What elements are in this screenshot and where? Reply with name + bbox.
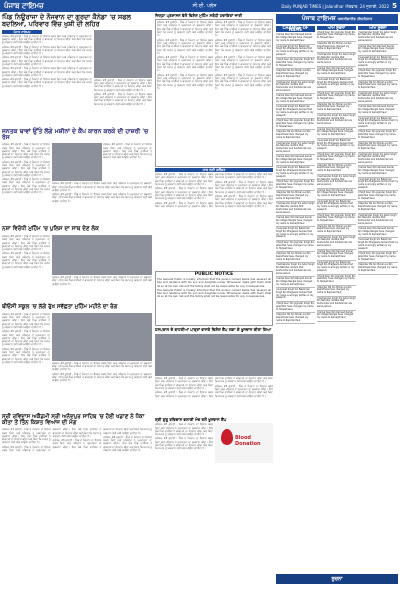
newspaper-title: ਪੰਜਾਬ ਟਾਇਮਜ਼ bbox=[4, 1, 44, 10]
blood-drop-icon bbox=[221, 429, 233, 445]
blood-donation-graphic bbox=[215, 423, 273, 463]
category-notice-1: ਆਮ ਸੂਚਨਾ bbox=[317, 26, 356, 30]
category-change-of-name: CHANGE OF NAME bbox=[276, 26, 315, 32]
news-photo-3 bbox=[52, 235, 152, 275]
news-photo-5 bbox=[155, 334, 273, 376]
public-notice-text: The General Public is hereby informed that the person named below has severed all ties and relations with his son and daughter-in-law. Whosoever deals with them shall do so at his own risk and the family shall not be responsible for any consequences. The General Public is hereby informed that the person named below has severed all ties and relations with his son and daughter-in-law. Whosoever deals with them shall do so at his own risk and the family shall not be responsible for any consequences. bbox=[157, 277, 271, 299]
headline-1: ਪਿੰਡ ਨਿਊਰਾਜਾ ਦੇ ਨੌਜਵਾਨ ਦਾ ਗੁਰਦਾ ਕੈਨੇਡਾ 'ਚ ਸਫਲ ਬਦਲਿਆ, ਪਰਿਵਾਰ ਵਿੱਚ ਖੁਸ਼ੀ ਦੀ ਲਹਿਰ bbox=[2, 13, 131, 28]
story-body-8: ਜਲੰਧਰ, 23 ਜੁਲਾਈ : ਪਿੰਡ ਦੇ ਨੌਜਵਾਨ ਦਾ ਇਲਾਜ ਸਫਲ ਰਿਹਾ ਅਤੇ ਪਰਿਵਾਰ ਨੇ ਪ੍ਰਮਾਤਮਾ ਦਾ ਸ਼ੁਕਰਾਨਾ ਕੀਤਾ। ਇਸ ਮੌਕੇ ਪਿੰਡ ਵਾਸੀਆਂ ਨੇ ਡਾਕਟਰਾਂ ਦਾ ਧੰਨਵਾਦ ਕੀਤਾ ਅਤੇ ਕਿਹਾ ਕਿ ਸਮਾਜ ਨੂੰ ਅੰਗਦਾਨ ਲਈ ਅੱਗੇ ਆਉਣਾ ਚਾਹੀਦਾ ਹੈ। ਜਲੰਧਰ, 23 ਜੁਲਾਈ : ਪਿੰਡ ਦੇ ਨੌਜਵਾਨ ਦਾ ਇਲਾਜ ਸਫਲ ਰਿਹਾ ਅਤੇ ਪਰਿਵਾਰ ਨੇ ਪ੍ਰਮਾਤਮਾ ਦਾ ਸ਼ੁਕਰਾਨਾ ਕੀਤਾ। ਇਸ ਮੌਕੇ ਪਿੰਡ ਵਾਸੀਆਂ ਨੇ ਡਾਕਟਰਾਂ ਦਾ ਧੰਨਵਾਦ ਕੀਤਾ ਅਤੇ ਕਿਹਾ ਕਿ ਸਮਾਜ ਨੂੰ ਅੰਗਦਾਨ ਲਈ ਅੱਗੇ ਆਉਣਾ ਚਾਹੀਦਾ ਹੈ। ਜਲੰਧਰ, 23 ਜੁਲਾਈ : ਪਿੰਡ ਦੇ ਨੌਜਵਾਨ ਦਾ ਇਲਾਜ ਸਫਲ ਰਿਹਾ ਅਤੇ ਪਰਿਵਾਰ ਨੇ ਪ੍ਰਮਾਤਮਾ ਦਾ ਸ਼ੁਕਰਾਨਾ ਕੀਤਾ। ਇਸ ਮੌਕੇ ਪਿੰਡ ਵਾਸੀਆਂ ਨੇ ਡਾਕਟਰਾਂ ਦਾ ਧੰਨਵਾਦ ਕੀਤਾ ਅਤੇ ਕਿਹਾ ਕਿ ਸਮਾਜ ਨੂੰ ਅੰਗਦਾਨ ਲਈ ਅੱਗੇ ਆਉਣਾ ਚਾਹੀਦਾ ਹੈ। bbox=[2, 312, 50, 364]
classified-col-2: ਆਮ ਸੂਚਨਾ I Harjit Kaur D/o Joginder Singh R/o Jalandhar have changed my name to Harjeet Kaur. I Rajinder Pal S/o Mohan Lal R/o Kapurthala have changed my name to Rajinder Paul. I Sukhwinder Singh S/o Avtar Singh R/o Nakodar declare that Sukhvinder and Sukhwinder are same person. I Kamal Devi W/o Ramesh Kumar R/o Village Nangal have changed my name to Kamaljit Kaur. I Gurpreet Singh S/o Balwinder Singh R/o Phagwara declare that my name is wrongly written in my passport. I Harjit Kaur D/o Joginder Singh R/o Jalandhar have changed my name to Harjeet Kaur. I Rajinder Pal S/o Mohan Lal R/o Kapurthala have changed my name to Rajinder Paul. I Sukhwinder Singh S/o Avtar Singh R/o Nakodar declare that Sukhvinder and Sukhwinder are same person. I Kamal Devi W/o Ramesh Kumar R/o Village Nangal have changed my name to Kamaljit Kaur. I Gurpreet Singh S/o Balwinder Singh R/o Phagwara declare that my name is wrongly written in my passport. I Harjit Kaur D/o Joginder Singh R/o Jalandhar have changed my name to Harjeet Kaur. I Rajinder Pal S/o Mohan Lal R/o Kapurthala have changed my name to Rajinder Paul. I Sukhwinder Singh S/o Avtar Singh R/o Nakodar declare that Sukhvinder and Sukhwinder are same person. I Kamal Devi W/o Ramesh Kumar R/o Village Nangal have changed my name to Kamaljit Kaur. I Gurpreet Singh S/o Balwinder Singh R/o Phagwara declare that my name is wrongly written in my passport. I Harjit Kaur D/o Joginder Singh R/o Jalandhar have changed my name to Harjeet Kaur. I Rajinder Pal S/o Mohan Lal R/o Kapurthala have changed my name to Rajinder Paul. I Sukhwinder Singh S/o Avtar Singh R/o Nakodar declare that Sukhvinder and Sukhwinder are same person. I Kamal Devi W/o Ramesh Kumar R/o Village Nangal have changed my name to Kamaljit Kaur. I Gurpreet Singh S/o Balwinder Singh R/o Phagwara declare that my name is wrongly written in my passport. I Harjit Kaur D/o Joginder Singh R/o Jalandhar have changed my name to Harjeet Kaur. I Rajinder Pal S/o Mohan Lal R/o Kapurthala have changed my name to Rajinder Paul. I Sukhwinder Singh S/o Avtar Singh R/o Nakodar declare that Sukhvinder and Sukhwinder are same person. I Kamal Devi W/o Ramesh Kumar R/o Village Nangal have changed my name to Kamaljit Kaur. bbox=[317, 25, 356, 324]
news-photo-1 bbox=[94, 30, 152, 78]
header-center: ਸੀ.ਈ. ਪਲੱਸ bbox=[192, 3, 217, 9]
middle-band: ਜਾਬ ਲਈ ਗਲੈਂਡਰ bbox=[155, 168, 273, 172]
page-number: 5 bbox=[392, 2, 397, 10]
story-body-2: ਜਲੰਧਰ, 23 ਜੁਲਾਈ : ਪਿੰਡ ਦੇ ਨੌਜਵਾਨ ਦਾ ਇਲਾਜ ਸਫਲ ਰਿਹਾ ਅਤੇ ਪਰਿਵਾਰ ਨੇ ਪ੍ਰਮਾਤਮਾ ਦਾ ਸ਼ੁਕਰਾਨਾ ਕੀਤਾ। ਇਸ ਮੌਕੇ ਪਿੰਡ ਵਾਸੀਆਂ ਨੇ ਡਾਕਟਰਾਂ ਦਾ ਧੰਨਵਾਦ ਕੀਤਾ ਅਤੇ ਕਿਹਾ ਕਿ ਸਮਾਜ ਨੂੰ ਅੰਗਦਾਨ ਲਈ ਅੱਗੇ ਆਉਣਾ ਚਾਹੀਦਾ ਹੈ। ਜਲੰਧਰ, 23 ਜੁਲਾਈ : ਪਿੰਡ ਦੇ ਨੌਜਵਾਨ ਦਾ ਇਲਾਜ ਸਫਲ ਰਿਹਾ ਅਤੇ ਪਰਿਵਾਰ ਨੇ ਪ੍ਰਮਾਤਮਾ ਦਾ ਸ਼ੁਕਰਾਨਾ ਕੀਤਾ। ਇਸ ਮੌਕੇ ਪਿੰਡ ਵਾਸੀਆਂ ਨੇ ਡਾਕਟਰਾਂ ਦਾ ਧੰਨਵਾਦ ਕੀਤਾ ਅਤੇ ਕਿਹਾ ਕਿ ਸਮਾਜ ਨੂੰ ਅੰਗਦਾਨ ਲਈ ਅੱਗੇ ਆਉਣਾ ਚਾਹੀਦਾ ਹੈ। bbox=[94, 78, 152, 106]
story-body-5: ਜਲੰਧਰ, 23 ਜੁਲਾਈ : ਪਿੰਡ ਦੇ ਨੌਜਵਾਨ ਦਾ ਇਲਾਜ ਸਫਲ ਰਿਹਾ ਅਤੇ ਪਰਿਵਾਰ ਨੇ ਪ੍ਰਮਾਤਮਾ ਦਾ ਸ਼ੁਕਰਾਨਾ ਕੀਤਾ। ਇਸ ਮੌਕੇ ਪਿੰਡ ਵਾਸੀਆਂ ਨੇ ਡਾਕਟਰਾਂ ਦਾ ਧੰਨਵਾਦ ਕੀਤਾ ਅਤੇ ਕਿਹਾ ਕਿ ਸਮਾਜ ਨੂੰ ਅੰਗਦਾਨ ਲਈ ਅੱਗੇ ਆਉਣਾ ਚਾਹੀਦਾ ਹੈ। ਜਲੰਧਰ, 23 ਜੁਲਾਈ : ਪਿੰਡ ਦੇ ਨੌਜਵਾਨ ਦਾ ਇਲਾਜ ਸਫਲ ਰਿਹਾ ਅਤੇ ਪਰਿਵਾਰ ਨੇ ਪ੍ਰਮਾਤਮਾ ਦਾ ਸ਼ੁਕਰਾਨਾ ਕੀਤਾ। ਇਸ ਮੌਕੇ ਪਿੰਡ ਵਾਸੀਆਂ ਨੇ ਡਾਕਟਰਾਂ ਦਾ ਧੰਨਵਾਦ ਕੀਤਾ ਅਤੇ ਕਿਹਾ ਕਿ ਸਮਾਜ ਨੂੰ ਅੰਗਦਾਨ ਲਈ ਅੱਗੇ ਆਉਣਾ ਚਾਹੀਦਾ ਹੈ। bbox=[52, 182, 152, 203]
story-body-6: ਜਲੰਧਰ, 23 ਜੁਲਾਈ : ਪਿੰਡ ਦੇ ਨੌਜਵਾਨ ਦਾ ਇਲਾਜ ਸਫਲ ਰਿਹਾ ਅਤੇ ਪਰਿਵਾਰ ਨੇ ਪ੍ਰਮਾਤਮਾ ਦਾ ਸ਼ੁਕਰਾਨਾ ਕੀਤਾ। ਇਸ ਮੌਕੇ ਪਿੰਡ ਵਾਸੀਆਂ ਨੇ ਡਾਕਟਰਾਂ ਦਾ ਧੰਨਵਾਦ ਕੀਤਾ ਅਤੇ ਕਿਹਾ ਕਿ ਸਮਾਜ ਨੂੰ ਅੰਗਦਾਨ ਲਈ ਅੱਗੇ ਆਉਣਾ ਚਾਹੀਦਾ ਹੈ। ਜਲੰਧਰ, 23 ਜੁਲਾਈ : ਪਿੰਡ ਦੇ ਨੌਜਵਾਨ ਦਾ ਇਲਾਜ ਸਫਲ ਰਿਹਾ ਅਤੇ ਪਰਿਵਾਰ ਨੇ ਪ੍ਰਮਾਤਮਾ ਦਾ ਸ਼ੁਕਰਾਨਾ ਕੀਤਾ। ਇਸ ਮੌਕੇ ਪਿੰਡ ਵਾਸੀਆਂ ਨੇ ਡਾਕਟਰਾਂ ਦਾ ਧੰਨਵਾਦ ਕੀਤਾ ਅਤੇ ਕਿਹਾ ਕਿ ਸਮਾਜ ਨੂੰ ਅੰਗਦਾਨ ਲਈ ਅੱਗੇ ਆਉਣਾ ਚਾਹੀਦਾ ਹੈ। bbox=[2, 234, 50, 269]
author-tag: ਪੰਜਾਬ ਟਾਇਮਜ਼ bbox=[2, 30, 42, 34]
public-notice-title: PUBLIC NOTICE bbox=[194, 272, 234, 278]
story-body-3: ਜਲੰਧਰ, 23 ਜੁਲਾਈ : ਪਿੰਡ ਦੇ ਨੌਜਵਾਨ ਦਾ ਇਲਾਜ ਸਫਲ ਰਿਹਾ ਅਤੇ ਪਰਿਵਾਰ ਨੇ ਪ੍ਰਮਾਤਮਾ ਦਾ ਸ਼ੁਕਰਾਨਾ ਕੀਤਾ। ਇਸ ਮੌਕੇ ਪਿੰਡ ਵਾਸੀਆਂ ਨੇ ਡਾਕਟਰਾਂ ਦਾ ਧੰਨਵਾਦ ਕੀਤਾ ਅਤੇ ਕਿਹਾ ਕਿ ਸਮਾਜ ਨੂੰ ਅੰਗਦਾਨ ਲਈ ਅੱਗੇ ਆਉਣਾ ਚਾਹੀਦਾ ਹੈ। ਜਲੰਧਰ, 23 ਜੁਲਾਈ : ਪਿੰਡ ਦੇ ਨੌਜਵਾਨ ਦਾ ਇਲਾਜ ਸਫਲ ਰਿਹਾ ਅਤੇ ਪਰਿਵਾਰ ਨੇ ਪ੍ਰਮਾਤਮਾ ਦਾ ਸ਼ੁਕਰਾਨਾ ਕੀਤਾ। ਇਸ ਮੌਕੇ ਪਿੰਡ ਵਾਸੀਆਂ ਨੇ ਡਾਕਟਰਾਂ ਦਾ ਧੰਨਵਾਦ ਕੀਤਾ ਅਤੇ ਕਿਹਾ ਕਿ ਸਮਾਜ ਨੂੰ ਅੰਗਦਾਨ ਲਈ ਅੱਗੇ ਆਉਣਾ ਚਾਹੀਦਾ ਹੈ। ਜਲੰਧਰ, 23 ਜੁਲਾਈ : ਪਿੰਡ ਦੇ ਨੌਜਵਾਨ ਦਾ ਇਲਾਜ ਸਫਲ ਰਿਹਾ ਅਤੇ ਪਰਿਵਾਰ ਨੇ ਪ੍ਰਮਾਤਮਾ ਦਾ ਸ਼ੁਕਰਾਨਾ ਕੀਤਾ। ਇਸ ਮੌਕੇ ਪਿੰਡ ਵਾਸੀਆਂ ਨੇ ਡਾਕਟਰਾਂ ਦਾ ਧੰਨਵਾਦ ਕੀਤਾ ਅਤੇ ਕਿਹਾ ਕਿ ਸਮਾਜ ਨੂੰ ਅੰਗਦਾਨ ਲਈ ਅੱਗੇ ਆਉਣਾ ਚਾਹੀਦਾ ਹੈ। bbox=[2, 143, 50, 195]
middle-bottom-head: ਹਸਪਤਾਲ ਦੇ ਬਾਹਰੀਆਂ ਪਾਤ੍ਰਾਂ ਵਾਸਤੇ ਵਿਸ਼ੇਸ਼ ਕੈਂਪ ਲਗਾ ਕੇ ਖੂਨਦਾਨ ਕੀਤਾ ਗਿਆ bbox=[155, 326, 272, 332]
story-body-4: ਜਲੰਧਰ, 23 ਜੁਲਾਈ : ਪਿੰਡ ਦੇ ਨੌਜਵਾਨ ਦਾ ਇਲਾਜ ਸਫਲ ਰਿਹਾ ਅਤੇ ਪਰਿਵਾਰ ਨੇ ਪ੍ਰਮਾਤਮਾ ਦਾ ਸ਼ੁਕਰਾਨਾ ਕੀਤਾ। ਇਸ ਮੌਕੇ ਪਿੰਡ ਵਾਸੀਆਂ ਨੇ ਡਾਕਟਰਾਂ ਦਾ ਧੰਨਵਾਦ ਕੀਤਾ ਅਤੇ ਕਿਹਾ ਕਿ ਸਮਾਜ ਨੂੰ ਅੰਗਦਾਨ ਲਈ ਅੱਗੇ ਆਉਣਾ ਚਾਹੀਦਾ ਹੈ। bbox=[103, 143, 152, 160]
news-photo-4 bbox=[52, 313, 152, 361]
headline-4: ਬੀਓਸੀ ਸਕੂਲ 'ਚ ਲੱਗੇ ਰੁੱਖ ਸਵੱਛਤਾ ਮੁਹਿੰਮ ਮਹੀਨੇ ਦਾ ਰੰਗ bbox=[2, 303, 118, 310]
middle-section bbox=[155, 14, 273, 463]
page-header bbox=[0, 0, 400, 12]
news-photo-2 bbox=[52, 143, 102, 181]
classified-masthead: ਪੰਜਾਬ ਟਾਇਮਜ਼ ਕਲਾਸੀਫਾਈਡ /ਇਸ਼ਤਿਹਾਰ bbox=[276, 14, 398, 24]
blood-donation-text: Blood Donation bbox=[235, 435, 261, 448]
middle-top-head: ਜ਼ਿਲ੍ਹਾ ਪ੍ਰਸ਼ਾਸਨ ਵੱਲੋਂ ਵਿਸ਼ੇਸ਼ ਮੁਹਿੰਮ ਸਬੰਧੀ ਹਦਾਇਤਾਂ ਜਾਰੀ bbox=[155, 13, 243, 18]
headline-5: ਸ੍ਰੀ ਰਵਿਦਾਸ ਅਕੈਡਮੀ ਸ੍ਰੀ ਅਨੰਦਪੁਰ ਸਾਹਿਬ 'ਚ ਹੋਈ ਖਡਾਣ ਨੇ ਧੋਕਾ ਕੀਤਾ ਤੋਂ ਤਿੰਨ ਕਿਸ਼ਤ ਵਿਆਜ ਦੀ ਮੰਗ bbox=[2, 413, 145, 426]
classified-col-3: ਆਮ ਸੂਚਨਾ I Sukhwinder Singh S/o Avtar Singh R/o Nakodar declare that Sukhvinder and Sukhwinder are same person. I Kamal Devi W/o Ramesh Kumar R/o Village Nangal have changed my name to Kamaljit Kaur. I Gurpreet Singh S/o Balwinder Singh R/o Phagwara declare that my name is wrongly written in my passport. I Harjit Kaur D/o Joginder Singh R/o Jalandhar have changed my name to Harjeet Kaur. I Rajinder Pal S/o Mohan Lal R/o Kapurthala have changed my name to Rajinder Paul. I Sukhwinder Singh S/o Avtar Singh R/o Nakodar declare that Sukhvinder and Sukhwinder are same person. I Kamal Devi W/o Ramesh Kumar R/o Village Nangal have changed my name to Kamaljit Kaur. I Gurpreet Singh S/o Balwinder Singh R/o Phagwara declare that my name is wrongly written in my passport. I Harjit Kaur D/o Joginder Singh R/o Jalandhar have changed my name to Harjeet Kaur. I Rajinder Pal S/o Mohan Lal R/o Kapurthala have changed my name to Rajinder Paul. I Sukhwinder Singh S/o Avtar Singh R/o Nakodar declare that Sukhvinder and Sukhwinder are same person. I Kamal Devi W/o Ramesh Kumar R/o Village Nangal have changed my name to Kamaljit Kaur. I Gurpreet Singh S/o Balwinder Singh R/o Phagwara declare that my name is wrongly written in my passport. I Harjit Kaur D/o Joginder Singh R/o Jalandhar have changed my name to Harjeet Kaur. I Rajinder Pal S/o Mohan Lal R/o Kapurthala have changed my name to Rajinder Paul. I Sukhwinder Singh S/o Avtar Singh R/o Nakodar declare that Sukhvinder and Sukhwinder are same person. I Kamal Devi W/o Ramesh Kumar R/o Village Nangal have changed my name to Kamaljit Kaur. I Gurpreet Singh S/o Balwinder Singh R/o Phagwara declare that my name is wrongly written in my passport. I Harjit Kaur D/o Joginder Singh R/o Jalandhar have changed my name to Harjeet Kaur. I Rajinder Pal S/o Mohan Lal R/o Kapurthala have changed my name to Rajinder Paul. bbox=[358, 25, 398, 324]
classified-col-1: CHANGE OF NAME I Kamal Devi W/o Ramesh Kumar R/o Village Nangal have changed my name to Kamaljit Kaur. I Gurpreet Singh S/o Balwinder Singh R/o Phagwara declare that my name is wrongly written in my passport. I Harjit Kaur D/o Joginder Singh R/o Jalandhar have changed my name to Harjeet Kaur. I Rajinder Pal S/o Mohan Lal R/o Kapurthala have changed my name to Rajinder Paul. I Sukhwinder Singh S/o Avtar Singh R/o Nakodar declare that Sukhvinder and Sukhwinder are same person. I Kamal Devi W/o Ramesh Kumar R/o Village Nangal have changed my name to Kamaljit Kaur. I Gurpreet Singh S/o Balwinder Singh R/o Phagwara declare that my name is wrongly written in my passport. I Harjit Kaur D/o Joginder Singh R/o Jalandhar have changed my name to Harjeet Kaur. I Rajinder Pal S/o Mohan Lal R/o Kapurthala have changed my name to Rajinder Paul. I Sukhwinder Singh S/o Avtar Singh R/o Nakodar declare that Sukhvinder and Sukhwinder are same person. I Kamal Devi W/o Ramesh Kumar R/o Village Nangal have changed my name to Kamaljit Kaur. I Gurpreet Singh S/o Balwinder Singh R/o Phagwara declare that my name is wrongly written in my passport. I Harjit Kaur D/o Joginder Singh R/o Jalandhar have changed my name to Harjeet Kaur. I Rajinder Pal S/o Mohan Lal R/o Kapurthala have changed my name to Rajinder Paul. I Sukhwinder Singh S/o Avtar Singh R/o Nakodar declare that Sukhvinder and Sukhwinder are same person. I Kamal Devi W/o Ramesh Kumar R/o Village Nangal have changed my name to Kamaljit Kaur. I Gurpreet Singh S/o Balwinder Singh R/o Phagwara declare that my name is wrongly written in my passport. I Harjit Kaur D/o Joginder Singh R/o Jalandhar have changed my name to Harjeet Kaur. I Rajinder Pal S/o Mohan Lal R/o Kapurthala have changed my name to Rajinder Paul. I Sukhwinder Singh S/o Avtar Singh R/o Nakodar declare that Sukhvinder and Sukhwinder are same person. I Kamal Devi W/o Ramesh Kumar R/o Village Nangal have changed my name to Kamaljit Kaur. I Gurpreet Singh S/o Balwinder Singh R/o Phagwara declare that my name is wrongly written in my passport. I Harjit Kaur D/o Joginder Singh R/o Jalandhar have changed my name to Harjeet Kaur. I Rajinder Pal S/o Mohan Lal R/o Kapurthala have changed my name to Rajinder Paul. bbox=[276, 25, 315, 324]
middle-story-1: ਜਲੰਧਰ, 23 ਜੁਲਾਈ : ਪਿੰਡ ਦੇ ਨੌਜਵਾਨ ਦਾ ਇਲਾਜ ਸਫਲ ਰਿਹਾ ਅਤੇ ਪਰਿਵਾਰ ਨੇ ਪ੍ਰਮਾਤਮਾ ਦਾ ਸ਼ੁਕਰਾਨਾ ਕੀਤਾ। ਇਸ ਮੌਕੇ ਪਿੰਡ ਵਾਸੀਆਂ ਨੇ ਡਾਕਟਰਾਂ ਦਾ ਧੰਨਵਾਦ ਕੀਤਾ ਅਤੇ ਕਿਹਾ ਕਿ ਸਮਾਜ ਨੂੰ ਅੰਗਦਾਨ ਲਈ ਅੱਗੇ ਆਉਣਾ ਚਾਹੀਦਾ ਹੈ। ਜਲੰਧਰ, 23 ਜੁਲਾਈ : ਪਿੰਡ ਦੇ ਨੌਜਵਾਨ ਦਾ ਇਲਾਜ ਸਫਲ ਰਿਹਾ ਅਤੇ ਪਰਿਵਾਰ ਨੇ ਪ੍ਰਮਾਤਮਾ ਦਾ ਸ਼ੁਕਰਾਨਾ ਕੀਤਾ। ਇਸ ਮੌਕੇ ਪਿੰਡ ਵਾਸੀਆਂ ਨੇ ਡਾਕਟਰਾਂ ਦਾ ਧੰਨਵਾਦ ਕੀਤਾ ਅਤੇ ਕਿਹਾ ਕਿ ਸਮਾਜ ਨੂੰ ਅੰਗਦਾਨ ਲਈ ਅੱਗੇ ਆਉਣਾ ਚਾਹੀਦਾ ਹੈ। ਜਲੰਧਰ, 23 ਜੁਲਾਈ : ਪਿੰਡ ਦੇ ਨੌਜਵਾਨ ਦਾ ਇਲਾਜ ਸਫਲ ਰਿਹਾ ਅਤੇ ਪਰਿਵਾਰ ਨੇ ਪ੍ਰਮਾਤਮਾ ਦਾ ਸ਼ੁਕਰਾਨਾ ਕੀਤਾ। ਇਸ ਮੌਕੇ ਪਿੰਡ ਵਾਸੀਆਂ ਨੇ ਡਾਕਟਰਾਂ ਦਾ ਧੰਨਵਾਦ ਕੀਤਾ ਅਤੇ ਕਿਹਾ ਕਿ ਸਮਾਜ ਨੂੰ ਅੰਗਦਾਨ ਲਈ ਅੱਗੇ ਆਉਣਾ ਚਾਹੀਦਾ ਹੈ। ਜਲੰਧਰ, 23 ਜੁਲਾਈ : ਪਿੰਡ ਦੇ ਨੌਜਵਾਨ ਦਾ ਇਲਾਜ ਸਫਲ ਰਿਹਾ ਅਤੇ ਪਰਿਵਾਰ ਨੇ ਪ੍ਰਮਾਤਮਾ ਦਾ ਸ਼ੁਕਰਾਨਾ ਕੀਤਾ। ਇਸ ਮੌਕੇ ਪਿੰਡ ਵਾਸੀਆਂ ਨੇ ਡਾਕਟਰਾਂ ਦਾ ਧੰਨਵਾਦ ਕੀਤਾ ਅਤੇ ਕਿਹਾ ਕਿ ਸਮਾਜ ਨੂੰ ਅੰਗਦਾਨ ਲਈ ਅੱਗੇ ਆਉਣਾ ਚਾਹੀਦਾ ਹੈ। ਜਲੰਧਰ, 23 ਜੁਲਾਈ : ਪਿੰਡ ਦੇ ਨੌਜਵਾਨ ਦਾ ਇਲਾਜ ਸਫਲ ਰਿਹਾ ਅਤੇ ਪਰਿਵਾਰ ਨੇ ਪ੍ਰਮਾਤਮਾ ਦਾ ਸ਼ੁਕਰਾਨਾ ਕੀਤਾ। ਇਸ ਮੌਕੇ ਪਿੰਡ ਵਾਸੀਆਂ ਨੇ ਡਾਕਟਰਾਂ ਦਾ ਧੰਨਵਾਦ ਕੀਤਾ ਅਤੇ ਕਿਹਾ ਕਿ ਸਮਾਜ ਨੂੰ ਅੰਗਦਾਨ ਲਈ ਅੱਗੇ ਆਉਣਾ ਚਾਹੀਦਾ ਹੈ। ਜਲੰਧਰ, 23 ਜੁਲਾਈ : ਪਿੰਡ ਦੇ ਨੌਜਵਾਨ ਦਾ ਇਲਾਜ ਸਫਲ ਰਿਹਾ ਅਤੇ ਪਰਿਵਾਰ ਨੇ ਪ੍ਰਮਾਤਮਾ ਦਾ ਸ਼ੁਕਰਾਨਾ ਕੀਤਾ। ਇਸ ਮੌਕੇ ਪਿੰਡ ਵਾਸੀਆਂ ਨੇ ਡਾਕਟਰਾਂ ਦਾ ਧੰਨਵਾਦ ਕੀਤਾ ਅਤੇ ਕਿਹਾ ਕਿ ਸਮਾਜ ਨੂੰ ਅੰਗਦਾਨ ਲਈ ਅੱਗੇ ਆਉਣਾ ਚਾਹੀਦਾ ਹੈ। ਜਲੰਧਰ, 23 ਜੁਲਾਈ : ਪਿੰਡ ਦੇ ਨੌਜਵਾਨ ਦਾ ਇਲਾਜ ਸਫਲ ਰਿਹਾ ਅਤੇ ਪਰਿਵਾਰ ਨੇ ਪ੍ਰਮਾਤਮਾ ਦਾ ਸ਼ੁਕਰਾਨਾ ਕੀਤਾ। ਇਸ ਮੌਕੇ ਪਿੰਡ ਵਾਸੀਆਂ ਨੇ ਡਾਕਟਰਾਂ ਦਾ ਧੰਨਵਾਦ ਕੀਤਾ ਅਤੇ ਕਿਹਾ ਕਿ ਸਮਾਜ ਨੂੰ ਅੰਗਦਾਨ ਲਈ ਅੱਗੇ ਆਉਣਾ ਚਾਹੀਦਾ ਹੈ। ਜਲੰਧਰ, 23 ਜੁਲਾਈ : ਪਿੰਡ ਦੇ ਨੌਜਵਾਨ ਦਾ ਇਲਾਜ ਸਫਲ ਰਿਹਾ ਅਤੇ ਪਰਿਵਾਰ ਨੇ ਪ੍ਰਮਾਤਮਾ ਦਾ ਸ਼ੁਕਰਾਨਾ ਕੀਤਾ। ਇਸ ਮੌਕੇ ਪਿੰਡ ਵਾਸੀਆਂ ਨੇ ਡਾਕਟਰਾਂ ਦਾ ਧੰਨਵਾਦ ਕੀਤਾ ਅਤੇ ਕਿਹਾ ਕਿ ਸਮਾਜ ਨੂੰ ਅੰਗਦਾਨ ਲਈ ਅੱਗੇ ਆਉਣਾ ਚਾਹੀਦਾ ਹੈ। bbox=[155, 19, 273, 167]
classified-footer: ਸੂਚਨਾ bbox=[276, 574, 398, 584]
middle-story-2: ਜਲੰਧਰ, 23 ਜੁਲਾਈ : ਪਿੰਡ ਦੇ ਨੌਜਵਾਨ ਦਾ ਇਲਾਜ ਸਫਲ ਰਿਹਾ ਅਤੇ ਪਰਿਵਾਰ ਨੇ ਪ੍ਰਮਾਤਮਾ ਦਾ ਸ਼ੁਕਰਾਨਾ ਕੀਤਾ। ਇਸ ਮੌਕੇ ਪਿੰਡ ਵਾਸੀਆਂ ਨੇ ਡਾਕਟਰਾਂ ਦਾ ਧੰਨਵਾਦ ਕੀਤਾ ਅਤੇ ਕਿਹਾ ਕਿ ਸਮਾਜ ਨੂੰ ਅੰਗਦਾਨ ਲਈ ਅੱਗੇ ਆਉਣਾ ਚਾਹੀਦਾ ਹੈ। ਜਲੰਧਰ, 23 ਜੁਲਾਈ : ਪਿੰਡ ਦੇ ਨੌਜਵਾਨ ਦਾ ਇਲਾਜ ਸਫਲ ਰਿਹਾ ਅਤੇ ਪਰਿਵਾਰ ਨੇ ਪ੍ਰਮਾਤਮਾ ਦਾ ਸ਼ੁਕਰਾਨਾ ਕੀਤਾ। ਇਸ ਮੌਕੇ ਪਿੰਡ ਵਾਸੀਆਂ ਨੇ ਡਾਕਟਰਾਂ ਦਾ ਧੰਨਵਾਦ ਕੀਤਾ ਅਤੇ ਕਿਹਾ ਕਿ ਸਮਾਜ ਨੂੰ ਅੰਗਦਾਨ ਲਈ ਅੱਗੇ ਆਉਣਾ ਚਾਹੀਦਾ ਹੈ। ਜਲੰਧਰ, 23 ਜੁਲਾਈ : ਪਿੰਡ ਦੇ ਨੌਜਵਾਨ ਦਾ ਇਲਾਜ ਸਫਲ ਰਿਹਾ ਅਤੇ ਪਰਿਵਾਰ ਨੇ ਪ੍ਰਮਾਤਮਾ ਦਾ ਸ਼ੁਕਰਾਨਾ ਕੀਤਾ। ਇਸ ਮੌਕੇ ਪਿੰਡ ਵਾਸੀਆਂ ਨੇ ਡਾਕਟਰਾਂ ਦਾ ਧੰਨਵਾਦ ਕੀਤਾ ਅਤੇ ਕਿਹਾ ਕਿ ਸਮਾਜ ਨੂੰ ਅੰਗਦਾਨ ਲਈ ਅੱਗੇ ਆਉਣਾ ਚਾਹੀਦਾ ਹੈ। ਜਲੰਧਰ, 23 ਜੁਲਾਈ : ਪਿੰਡ ਦੇ ਨੌਜਵਾਨ ਦਾ ਇਲਾਜ ਸਫਲ ਰਿਹਾ ਅਤੇ ਪਰਿਵਾਰ ਨੇ ਪ੍ਰਮਾਤਮਾ ਦਾ ਸ਼ੁਕਰਾਨਾ ਕੀਤਾ। ਇਸ ਮੌਕੇ ਪਿੰਡ ਵਾਸੀਆਂ ਨੇ ਡਾਕਟਰਾਂ ਦਾ ਧੰਨਵਾਦ ਕੀਤਾ ਅਤੇ ਕਿਹਾ ਕਿ ਸਮਾਜ ਨੂੰ ਅੰਗਦਾਨ ਲਈ ਅੱਗੇ ਆਉਣਾ ਚਾਹੀਦਾ ਹੈ। ਜਲੰਧਰ, 23 ਜੁਲਾਈ : ਪਿੰਡ ਦੇ ਨੌਜਵਾਨ ਦਾ ਇਲਾਜ ਸਫਲ ਰਿਹਾ ਅਤੇ ਪਰਿਵਾਰ ਨੇ ਪ੍ਰਮਾਤਮਾ ਦਾ ਸ਼ੁਕਰਾਨਾ ਕੀਤਾ। ਇਸ ਮੌਕੇ ਪਿੰਡ ਵਾਸੀਆਂ ਨੇ ਡਾਕਟਰਾਂ ਦਾ ਧੰਨਵਾਦ ਕੀਤਾ ਅਤੇ ਕਿਹਾ ਕਿ ਸਮਾਜ ਨੂੰ ਅੰਗਦਾਨ ਲਈ ਅੱਗੇ ਆਉਣਾ ਚਾਹੀਦਾ ਹੈ। bbox=[155, 173, 273, 208]
headline-2: ਜਨਤਕ ਥਾਵਾਂ ਉੱਤੇ ਲੱਗੇ ਮਸ਼ੀਨਾਂ ਦੇ ਕੈਂਪ ਕਾਰਨ ਕਰਕੇ ਦੀ ਹਾਜ਼ਰੀ 'ਚ ਰੋਸ bbox=[2, 127, 149, 141]
story-body-9: ਜਲੰਧਰ, 23 ਜੁਲਾਈ : ਪਿੰਡ ਦੇ ਨੌਜਵਾਨ ਦਾ ਇਲਾਜ ਸਫਲ ਰਿਹਾ ਅਤੇ ਪਰਿਵਾਰ ਨੇ ਪ੍ਰਮਾਤਮਾ ਦਾ ਸ਼ੁਕਰਾਨਾ ਕੀਤਾ। ਇਸ ਮੌਕੇ ਪਿੰਡ ਵਾਸੀਆਂ ਨੇ ਡਾਕਟਰਾਂ ਦਾ ਧੰਨਵਾਦ ਕੀਤਾ ਅਤੇ ਕਿਹਾ ਕਿ ਸਮਾਜ ਨੂੰ ਅੰਗਦਾਨ ਲਈ ਅੱਗੇ ਆਉਣਾ ਚਾਹੀਦਾ ਹੈ। ਜਲੰਧਰ, 23 ਜੁਲਾਈ : ਪਿੰਡ ਦੇ ਨੌਜਵਾਨ ਦਾ ਇਲਾਜ ਸਫਲ ਰਿਹਾ ਅਤੇ ਪਰਿਵਾਰ ਨੇ ਪ੍ਰਮਾਤਮਾ ਦਾ ਸ਼ੁਕਰਾਨਾ ਕੀਤਾ। ਇਸ ਮੌਕੇ ਪਿੰਡ ਵਾਸੀਆਂ ਨੇ ਡਾਕਟਰਾਂ ਦਾ ਧੰਨਵਾਦ ਕੀਤਾ ਅਤੇ ਕਿਹਾ ਕਿ ਸਮਾਜ ਨੂੰ ਅੰਗਦਾਨ ਲਈ ਅੱਗੇ ਆਉਣਾ ਚਾਹੀਦਾ ਹੈ। bbox=[52, 361, 152, 383]
public-notice-box bbox=[155, 271, 273, 326]
classifieds-section bbox=[276, 14, 398, 582]
quote-head: ਸ਼੍ਰੀ ਗੁਰੂ ਰਵਿਦਾਸ ਭਲਾਈ ਮੰਚ ਵਲੋਂ ਖੂਨਦਾਨ ਕੈਂਪ bbox=[155, 417, 227, 423]
story-body-1: ਜਲੰਧਰ, 23 ਜੁਲਾਈ : ਪਿੰਡ ਦੇ ਨੌਜਵਾਨ ਦਾ ਇਲਾਜ ਸਫਲ ਰਿਹਾ ਅਤੇ ਪਰਿਵਾਰ ਨੇ ਪ੍ਰਮਾਤਮਾ ਦਾ ਸ਼ੁਕਰਾਨਾ ਕੀਤਾ। ਇਸ ਮੌਕੇ ਪਿੰਡ ਵਾਸੀਆਂ ਨੇ ਡਾਕਟਰਾਂ ਦਾ ਧੰਨਵਾਦ ਕੀਤਾ ਅਤੇ ਕਿਹਾ ਕਿ ਸਮਾਜ ਨੂੰ ਅੰਗਦਾਨ ਲਈ ਅੱਗੇ ਆਉਣਾ ਚਾਹੀਦਾ ਹੈ। ਜਲੰਧਰ, 23 ਜੁਲਾਈ : ਪਿੰਡ ਦੇ ਨੌਜਵਾਨ ਦਾ ਇਲਾਜ ਸਫਲ ਰਿਹਾ ਅਤੇ ਪਰਿਵਾਰ ਨੇ ਪ੍ਰਮਾਤਮਾ ਦਾ ਸ਼ੁਕਰਾਨਾ ਕੀਤਾ। ਇਸ ਮੌਕੇ ਪਿੰਡ ਵਾਸੀਆਂ ਨੇ ਡਾਕਟਰਾਂ ਦਾ ਧੰਨਵਾਦ ਕੀਤਾ ਅਤੇ ਕਿਹਾ ਕਿ ਸਮਾਜ ਨੂੰ ਅੰਗਦਾਨ ਲਈ ਅੱਗੇ ਆਉਣਾ ਚਾਹੀਦਾ ਹੈ। ਜਲੰਧਰ, 23 ਜੁਲਾਈ : ਪਿੰਡ ਦੇ ਨੌਜਵਾਨ ਦਾ ਇਲਾਜ ਸਫਲ ਰਿਹਾ ਅਤੇ ਪਰਿਵਾਰ ਨੇ ਪ੍ਰਮਾਤਮਾ ਦਾ ਸ਼ੁਕਰਾਨਾ ਕੀਤਾ। ਇਸ ਮੌਕੇ ਪਿੰਡ ਵਾਸੀਆਂ ਨੇ ਡਾਕਟਰਾਂ ਦਾ ਧੰਨਵਾਦ ਕੀਤਾ ਅਤੇ ਕਿਹਾ ਕਿ ਸਮਾਜ ਨੂੰ ਅੰਗਦਾਨ ਲਈ ਅੱਗੇ ਆਉਣਾ ਚਾਹੀਦਾ ਹੈ। ਜਲੰਧਰ, 23 ਜੁਲਾਈ : ਪਿੰਡ ਦੇ ਨੌਜਵਾਨ ਦਾ ਇਲਾਜ ਸਫਲ ਰਿਹਾ ਅਤੇ ਪਰਿਵਾਰ ਨੇ ਪ੍ਰਮਾਤਮਾ ਦਾ ਸ਼ੁਕਰਾਨਾ ਕੀਤਾ। ਇਸ ਮੌਕੇ ਪਿੰਡ ਵਾਸੀਆਂ ਨੇ ਡਾਕਟਰਾਂ ਦਾ ਧੰਨਵਾਦ ਕੀਤਾ ਅਤੇ ਕਿਹਾ ਕਿ ਸਮਾਜ ਨੂੰ ਅੰਗਦਾਨ ਲਈ ਅੱਗੇ ਆਉਣਾ ਚਾਹੀਦਾ ਹੈ। ਜਲੰਧਰ, 23 ਜੁਲਾਈ : ਪਿੰਡ ਦੇ ਨੌਜਵਾਨ ਦਾ ਇਲਾਜ ਸਫਲ ਰਿਹਾ ਅਤੇ ਪਰਿਵਾਰ ਨੇ ਪ੍ਰਮਾਤਮਾ ਦਾ ਸ਼ੁਕਰਾਨਾ ਕੀਤਾ। ਇਸ ਮੌਕੇ ਪਿੰਡ ਵਾਸੀਆਂ ਨੇ ਡਾਕਟਰਾਂ ਦਾ ਧੰਨਵਾਦ ਕੀਤਾ ਅਤੇ ਕਿਹਾ ਕਿ ਸਮਾਜ ਨੂੰ ਅੰਗਦਾਨ ਲਈ ਅੱਗੇ ਆਉਣਾ ਚਾਹੀਦਾ ਹੈ। bbox=[2, 34, 92, 88]
middle-story-4: ਜਲੰਧਰ, 23 ਜੁਲਾਈ : ਪਿੰਡ ਦੇ ਨੌਜਵਾਨ ਦਾ ਇਲਾਜ ਸਫਲ ਰਿਹਾ ਅਤੇ ਪਰਿਵਾਰ ਨੇ ਪ੍ਰਮਾਤਮਾ ਦਾ ਸ਼ੁਕਰਾਨਾ ਕੀਤਾ। ਇਸ ਮੌਕੇ ਪਿੰਡ ਵਾਸੀਆਂ ਨੇ ਡਾਕਟਰਾਂ ਦਾ ਧੰਨਵਾਦ ਕੀਤਾ ਅਤੇ ਕਿਹਾ ਕਿ ਸਮਾਜ ਨੂੰ ਅੰਗਦਾਨ ਲਈ ਅੱਗੇ ਆਉਣਾ ਚਾਹੀਦਾ ਹੈ। ਜਲੰਧਰ, 23 ਜੁਲਾਈ : ਪਿੰਡ ਦੇ ਨੌਜਵਾਨ ਦਾ ਇਲਾਜ ਸਫਲ ਰਿਹਾ ਅਤੇ ਪਰਿਵਾਰ ਨੇ ਪ੍ਰਮਾਤਮਾ ਦਾ ਸ਼ੁਕਰਾਨਾ ਕੀਤਾ। ਇਸ ਮੌਕੇ ਪਿੰਡ ਵਾਸੀਆਂ ਨੇ ਡਾਕਟਰਾਂ ਦਾ ਧੰਨਵਾਦ ਕੀਤਾ ਅਤੇ ਕਿਹਾ ਕਿ ਸਮਾਜ ਨੂੰ ਅੰਗਦਾਨ ਲਈ ਅੱਗੇ ਆਉਣਾ ਚਾਹੀਦਾ ਹੈ। bbox=[155, 423, 213, 451]
category-notice-2: ਆਮ ਸੂਚਨਾ bbox=[358, 26, 398, 30]
story-body-7: ਜਲੰਧਰ, 23 ਜੁਲਾਈ : ਪਿੰਡ ਦੇ ਨੌਜਵਾਨ ਦਾ ਇਲਾਜ ਸਫਲ ਰਿਹਾ ਅਤੇ ਪਰਿਵਾਰ ਨੇ ਪ੍ਰਮਾਤਮਾ ਦਾ ਸ਼ੁਕਰਾਨਾ ਕੀਤਾ। ਇਸ ਮੌਕੇ ਪਿੰਡ ਵਾਸੀਆਂ ਨੇ ਡਾਕਟਰਾਂ ਦਾ ਧੰਨਵਾਦ ਕੀਤਾ ਅਤੇ ਕਿਹਾ ਕਿ ਸਮਾਜ ਨੂੰ ਅੰਗਦਾਨ ਲਈ ਅੱਗੇ ਆਉਣਾ ਚਾਹੀਦਾ ਹੈ। bbox=[52, 275, 152, 286]
headline-3: ਨਸ਼ਾ ਵਿਰੋਧੀ ਮੁਹਿੰਮ 'ਚ ਪੁਲਿਸ ਦਾ ਸਾਥ ਦੇਣ ਲੋਕ bbox=[2, 226, 99, 233]
left-section bbox=[2, 14, 152, 488]
story-body-10: ਜਲੰਧਰ, 23 ਜੁਲਾਈ : ਪਿੰਡ ਦੇ ਨੌਜਵਾਨ ਦਾ ਇਲਾਜ ਸਫਲ ਰਿਹਾ ਅਤੇ ਪਰਿਵਾਰ ਨੇ ਪ੍ਰਮਾਤਮਾ ਦਾ ਸ਼ੁਕਰਾਨਾ ਕੀਤਾ। ਇਸ ਮੌਕੇ ਪਿੰਡ ਵਾਸੀਆਂ ਨੇ ਡਾਕਟਰਾਂ ਦਾ ਧੰਨਵਾਦ ਕੀਤਾ ਅਤੇ ਕਿਹਾ ਕਿ ਸਮਾਜ ਨੂੰ ਅੰਗਦਾਨ ਲਈ ਅੱਗੇ ਆਉਣਾ ਚਾਹੀਦਾ ਹੈ। ਜਲੰਧਰ, 23 ਜੁਲਾਈ : ਪਿੰਡ ਦੇ ਨੌਜਵਾਨ ਦਾ ਇਲਾਜ ਸਫਲ ਰਿਹਾ ਅਤੇ ਪਰਿਵਾਰ ਨੇ ਪ੍ਰਮਾਤਮਾ ਦਾ ਸ਼ੁਕਰਾਨਾ ਕੀਤਾ। ਇਸ ਮੌਕੇ ਪਿੰਡ ਵਾਸੀਆਂ ਨੇ ਡਾਕਟਰਾਂ ਦਾ ਧੰਨਵਾਦ ਕੀਤਾ ਅਤੇ ਕਿਹਾ ਕਿ ਸਮਾਜ ਨੂੰ ਅੰਗਦਾਨ ਲਈ ਅੱਗੇ ਆਉਣਾ ਚਾਹੀਦਾ ਹੈ। ਜਲੰਧਰ, 23 ਜੁਲਾਈ : ਪਿੰਡ ਦੇ ਨੌਜਵਾਨ ਦਾ ਇਲਾਜ ਸਫਲ ਰਿਹਾ ਅਤੇ ਪਰਿਵਾਰ ਨੇ ਪ੍ਰਮਾਤਮਾ ਦਾ ਸ਼ੁਕਰਾਨਾ ਕੀਤਾ। ਇਸ ਮੌਕੇ ਪਿੰਡ ਵਾਸੀਆਂ ਨੇ ਡਾਕਟਰਾਂ ਦਾ ਧੰਨਵਾਦ ਕੀਤਾ ਅਤੇ ਕਿਹਾ ਕਿ ਸਮਾਜ ਨੂੰ ਅੰਗਦਾਨ ਲਈ ਅੱਗੇ ਆਉਣਾ ਚਾਹੀਦਾ ਹੈ। ਜਲੰਧਰ, 23 ਜੁਲਾਈ : ਪਿੰਡ ਦੇ ਨੌਜਵਾਨ ਦਾ ਇਲਾਜ ਸਫਲ ਰਿਹਾ ਅਤੇ ਪਰਿਵਾਰ ਨੇ ਪ੍ਰਮਾਤਮਾ ਦਾ ਸ਼ੁਕਰਾਨਾ ਕੀਤਾ। ਇਸ ਮੌਕੇ ਪਿੰਡ ਵਾਸੀਆਂ ਨੇ ਡਾਕਟਰਾਂ ਦਾ ਧੰਨਵਾਦ ਕੀਤਾ ਅਤੇ ਕਿਹਾ ਕਿ ਸਮਾਜ ਨੂੰ ਅੰਗਦਾਨ ਲਈ ਅੱਗੇ ਆਉਣਾ ਚਾਹੀਦਾ ਹੈ। bbox=[2, 428, 152, 453]
middle-story-3: ਜਲੰਧਰ, 23 ਜੁਲਾਈ : ਪਿੰਡ ਦੇ ਨੌਜਵਾਨ ਦਾ ਇਲਾਜ ਸਫਲ ਰਿਹਾ ਅਤੇ ਪਰਿਵਾਰ ਨੇ ਪ੍ਰਮਾਤਮਾ ਦਾ ਸ਼ੁਕਰਾਨਾ ਕੀਤਾ। ਇਸ ਮੌਕੇ ਪਿੰਡ ਵਾਸੀਆਂ ਨੇ ਡਾਕਟਰਾਂ ਦਾ ਧੰਨਵਾਦ ਕੀਤਾ ਅਤੇ ਕਿਹਾ ਕਿ ਸਮਾਜ ਨੂੰ ਅੰਗਦਾਨ ਲਈ ਅੱਗੇ ਆਉਣਾ ਚਾਹੀਦਾ ਹੈ। ਜਲੰਧਰ, 23 ਜੁਲਾਈ : ਪਿੰਡ ਦੇ ਨੌਜਵਾਨ ਦਾ ਇਲਾਜ ਸਫਲ ਰਿਹਾ ਅਤੇ ਪਰਿਵਾਰ ਨੇ ਪ੍ਰਮਾਤਮਾ ਦਾ ਸ਼ੁਕਰਾਨਾ ਕੀਤਾ। ਇਸ ਮੌਕੇ ਪਿੰਡ ਵਾਸੀਆਂ ਨੇ ਡਾਕਟਰਾਂ ਦਾ ਧੰਨਵਾਦ ਕੀਤਾ ਅਤੇ ਕਿਹਾ ਕਿ ਸਮਾਜ ਨੂੰ ਅੰਗਦਾਨ ਲਈ ਅੱਗੇ ਆਉਣਾ ਚਾਹੀਦਾ ਹੈ। ਜਲੰਧਰ, 23 ਜੁਲਾਈ : ਪਿੰਡ ਦੇ ਨੌਜਵਾਨ ਦਾ ਇਲਾਜ ਸਫਲ ਰਿਹਾ ਅਤੇ ਪਰਿਵਾਰ ਨੇ ਪ੍ਰਮਾਤਮਾ ਦਾ ਸ਼ੁਕਰਾਨਾ ਕੀਤਾ। ਇਸ ਮੌਕੇ ਪਿੰਡ ਵਾਸੀਆਂ ਨੇ ਡਾਕਟਰਾਂ ਦਾ ਧੰਨਵਾਦ ਕੀਤਾ ਅਤੇ ਕਿਹਾ ਕਿ ਸਮਾਜ ਨੂੰ ਅੰਗਦਾਨ ਲਈ ਅੱਗੇ ਆਉਣਾ ਚਾਹੀਦਾ ਹੈ। bbox=[155, 377, 273, 398]
date-line: Daily PUNJAB TIMES | Jalandhar ਐਤਵਾਰ, 24 ਜੁਲਾਈ, 2022 bbox=[281, 3, 390, 9]
